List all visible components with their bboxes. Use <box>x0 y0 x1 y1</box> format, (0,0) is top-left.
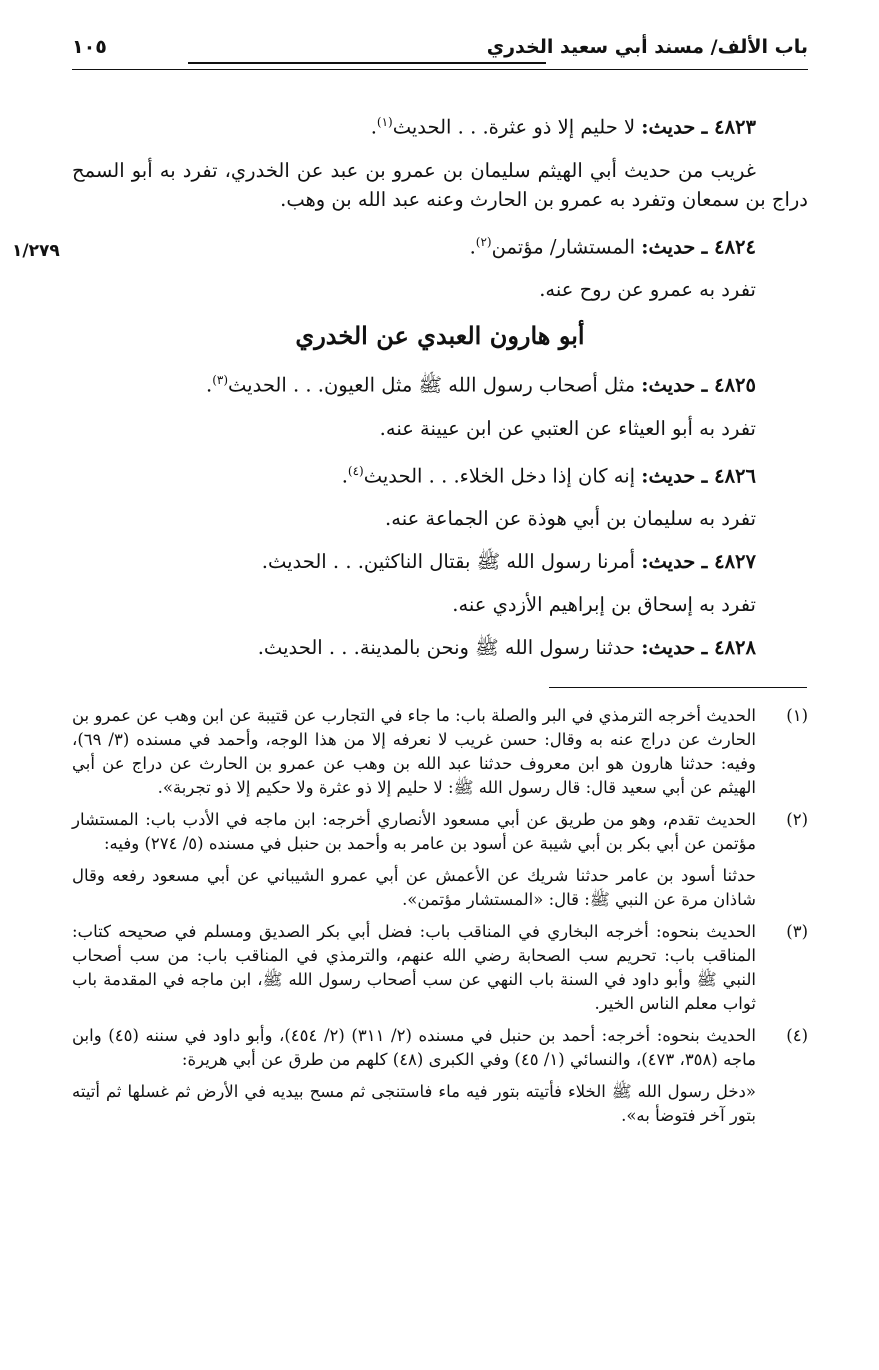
hadith-4823: ٤٨٢٣ ـ حديث: لا حليم إلا ذو عثرة. . . الحديث$^{(١)}$. <box>370 115 756 139</box>
footnote-4 <box>72 1024 808 1128</box>
footnote-number: (٢) <box>786 810 808 829</box>
page-number: ١٠٥ <box>72 36 107 58</box>
hadith-4828: ٤٨٢٨ ـ حديث: حدثنا رسول الله ﷺ ونحن بالمدينة. . . الحديث. <box>257 636 756 659</box>
footnote-ref-2[interactable]: (٢) <box>475 234 492 249</box>
margin-manuscript-ref: ١/٢٧٩ <box>12 241 60 261</box>
footnote-2 <box>72 808 808 912</box>
hadith-4824: ٤٨٢٤ ـ حديث: المستشار/ مؤتمن$^{(٢)}$. <box>469 234 756 258</box>
note-4827: تفرد به إسحاق بن إبراهيم الأزدي عنه. <box>452 593 756 616</box>
footnote-ref-3[interactable]: (٣) <box>212 373 229 387</box>
hadith-4827: ٤٨٢٧ ـ حديث: أمرنا رسول الله ﷺ بقتال الناكثين. . . الحديث. <box>261 550 756 573</box>
footnote-number: (١) <box>786 706 808 725</box>
note-4825: تفرد به أبو العيثاء عن العتبي عن ابن عيينة عنه. <box>379 416 756 440</box>
footnote-text: الحديث تقدم، وهو من طريق عن أبي مسعود الأنصاري أخرجه: ابن ماجه في الأدب باب: المستشار مؤتمن عن أبي بكر بن أبي شيبة عن أسود بن عامر به وأحمد بن حنبل في مسنده (٥/ ٢٧٤) وفيه: <box>72 810 756 853</box>
header-underline <box>72 69 808 70</box>
footnote-ref-4[interactable]: (٤) <box>347 463 364 478</box>
footnote-ref-1[interactable]: (١) <box>376 115 393 129</box>
footnote-number: (٣) <box>786 922 808 941</box>
commentary-4823: غريب من حديث أبي الهيثم سليمان بن عمرو بن عبد عن الخدري، تفرد به أبو السمح دراج بن سمعان وتفرد به عمرو بن الحارث وعنه عبد الله بن وهب. <box>72 158 808 211</box>
hadith-4826: ٤٨٢٦ ـ حديث: إنه كان إذا دخل الخلاء. . . الحديث$^{(٤)}$. <box>341 463 756 487</box>
footnote-number: (٤) <box>786 1026 808 1045</box>
footnotes <box>72 704 808 1136</box>
note-4826: تفرد به سليمان بن أبي هوذة عن الجماعة عنه. <box>385 507 756 530</box>
running-title: باب الألف/ مسند أبي سعيد الخدري <box>486 36 808 58</box>
footnote-separator <box>549 687 807 688</box>
header-rule <box>188 62 546 64</box>
footnote-1 <box>72 704 808 800</box>
hadith-4825: ٤٨٢٥ ـ حديث: مثل أصحاب رسول الله ﷺ مثل العيون. . . الحديث$^{(٣)}$. <box>206 373 756 397</box>
section-heading: أبو هارون العبدي عن الخدري <box>295 321 585 350</box>
footnote-quote: «دخل رسول الله ﷺ الخلاء فأتيته بتور فيه ماء فاستنجى ثم مسح بيديه في الأرض ثم غسلها ثم أتيته بتور آخر فتوضأ به». <box>72 1082 756 1125</box>
footnote-3 <box>72 920 808 1016</box>
page-header <box>72 36 808 70</box>
footnote-text: الحديث بنحوه: أخرجه: أحمد بن حنبل في مسنده (٢/ ٣١١) (٢/ ٤٥٤)، وأبو داود في سننه (٤٥) وابن ماجه (٣٥٨، ٤٧٣)، والنسائي (١/ ٤٥) وفي الكبرى (٤٨) كلهم من طرق عن أبي هريرة: <box>72 1026 756 1069</box>
note-4824: تفرد به عمرو عن روح عنه. <box>539 278 756 301</box>
footnote-text: الحديث بنحوه: أخرجه البخاري في المناقب باب: فضل أبي بكر الصديق ومسلم في صحيحه كتاب: المناقب باب: تحريم سب الصحابة رضي الله عنهم، والترمذي في المناقب باب: من سب أصحاب النبي ﷺ وأبو داود في السنة باب النهي عن سب أصحاب رسول الله ﷺ، ابن ماجه في المقدمة باب ثواب معلم الناس الخير. <box>72 922 756 1013</box>
footnote-text: الحديث أخرجه الترمذي في البر والصلة باب: ما جاء في التجارب عن قتيبة عن ابن وهب عن عمرو بن الحارث عن دراج عنه به وقال: حسن غريب لا نعرفه إلا من هذا الوجه، وأحمد في مسنده (٣/ ٦٩)، وفيه: حدثنا هارون هو ابن معروف حدثنا عبد الله بن وهب عن عمرو بن الحارث عن دراج عن أبي الهيثم عن أبي سعيد قال: قال رسول الله ﷺ: لا حليم إلا ذو عثرة ولا حكيم إلا ذو تجربة». <box>72 706 756 797</box>
footnote-quote: حدثنا أسود بن عامر حدثنا شريك عن الأعمش عن أبي عمرو الشيباني عن أبي مسعود رفعه وقال شاذان مرة عن النبي ﷺ: قال: «المستشار مؤتمن». <box>72 866 756 909</box>
main-text <box>72 108 808 676</box>
